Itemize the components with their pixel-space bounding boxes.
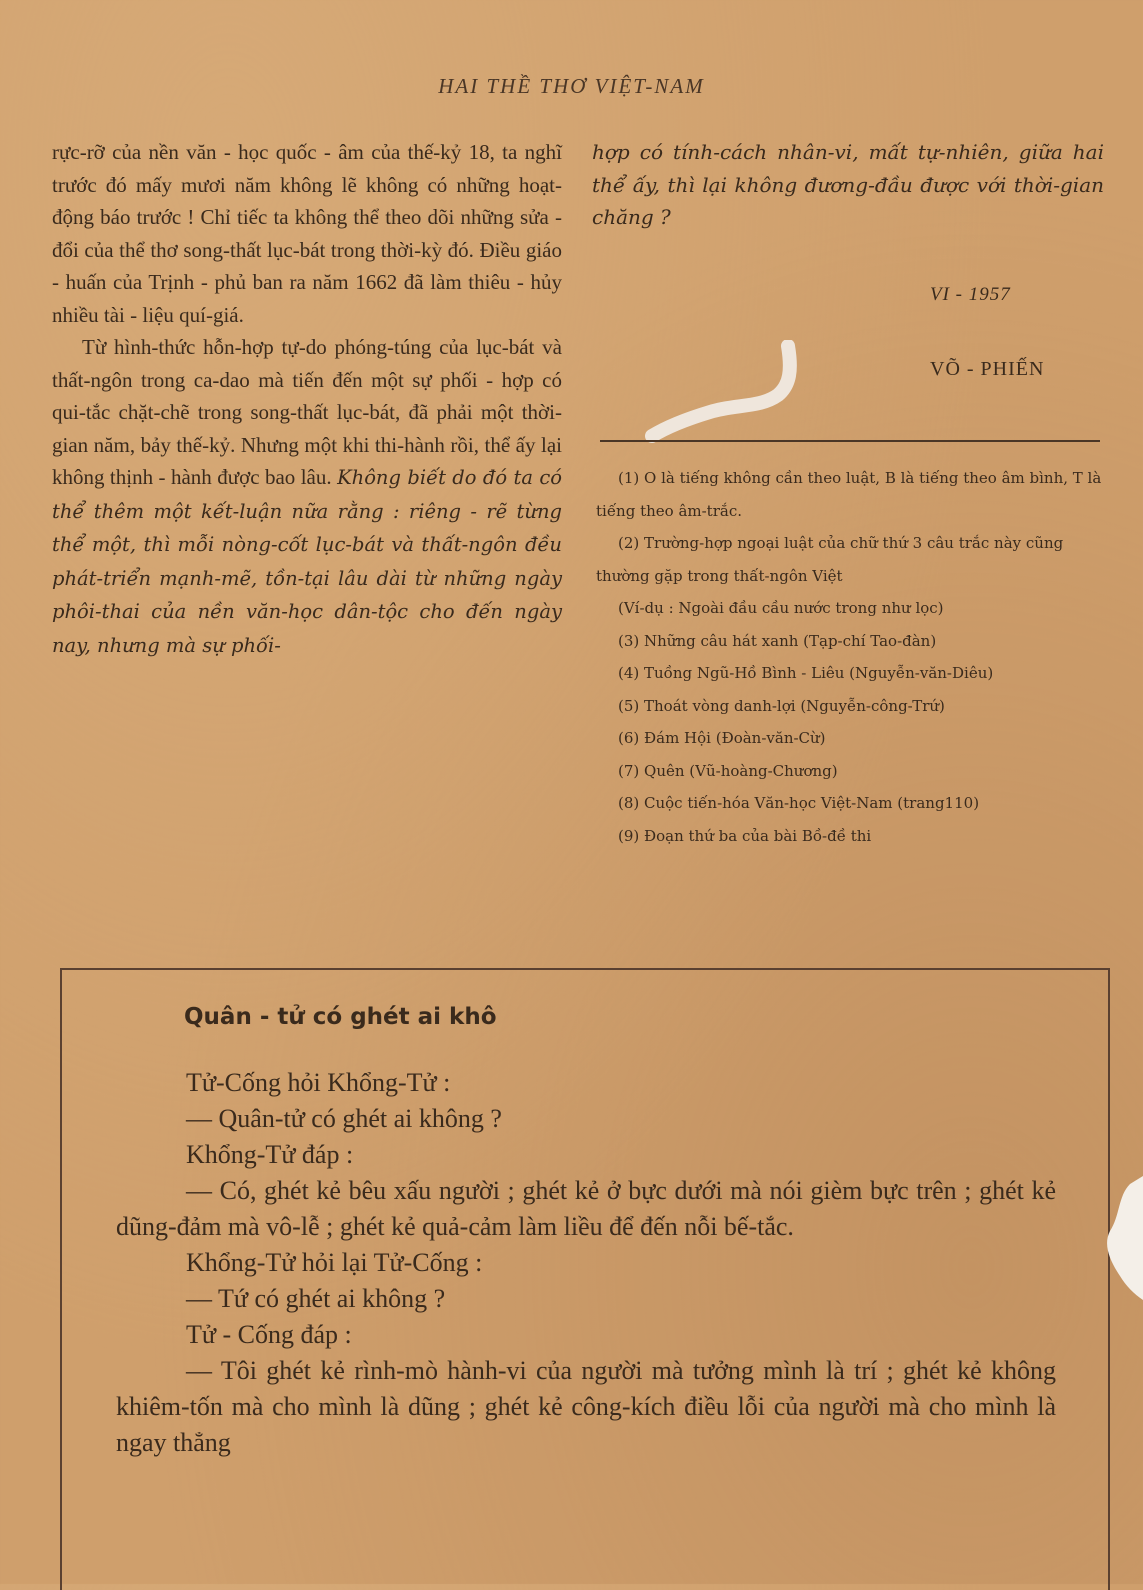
footnote-rule <box>600 440 1100 442</box>
box-title: Quân - tử có ghét ai khô <box>184 1004 497 1030</box>
paper-damage-mark <box>640 340 810 450</box>
author-signature: VÕ - PHIẾN <box>930 358 1045 380</box>
footnote-item: (5) Thoát vòng danh-lợi (Nguyễn-công-Trứ) <box>618 696 945 715</box>
dialogue-line: — Có, ghét kẻ bêu xấu người ; ghét kẻ ở bực dưới mà nói gièm bực trên ; ghét kẻ dũng-đảm mà vô-lễ ; ghét kẻ quả-cảm làm liều để đến nỗi bế-tắc. <box>116 1176 1056 1241</box>
dialogue-line: — Tứ có ghét ai không ? <box>186 1284 446 1313</box>
box-body <box>116 1065 1056 1461</box>
paragraph-2-plain: Từ hình-thức hỗn-hợp tự-do phóng-túng của lục-bát và thất-ngôn trong ca-dao mà tiến đến một sự phối - hợp có qui-tắc chặt-chẽ trong song-thất lục-bát, đã phải một thời-gian năm, bảy thế-kỷ. Nhưng một khi thi-hành rồi, thể ấy lại không thịnh - hành được bao lâu. <box>52 335 562 489</box>
right-column-continuation: hợp có tính-cách nhân-vi, mất tự-nhiên, giữa hai thể ấy, thì lại không đương-đầu được với thời-gian chăng ? <box>592 140 1104 229</box>
dialogue-line: Tử - Cống đáp : <box>186 1320 352 1349</box>
footnote-item: (7) Quên (Vũ-hoàng-Chương) <box>618 761 838 780</box>
footnote-item: (9) Đoạn thứ ba của bài Bồ-đề thi <box>618 826 872 845</box>
footnote-item: (2) Trường-hợp ngoại luật của chữ thứ 3 câu trắc này cũng thường gặp trong thất-ngôn Việt <box>596 534 1064 585</box>
page-tear-mark <box>1090 1176 1143 1300</box>
dialogue-line: — Quân-tử có ghét ai không ? <box>186 1104 502 1133</box>
dialogue-line: Tử-Cống hỏi Khổng-Tử : <box>186 1068 451 1097</box>
paragraph-1: rực-rỡ của nền văn - học quốc - âm của thế-kỷ 18, ta nghĩ trước đó mấy mươi năm không lẽ không có những hoạt-động báo trước ! Chỉ tiếc ta không thể theo dõi những sửa - đổi của thể thơ song-thất lục-bát trong thời-kỳ đó. Điều giáo - huấn của Trịnh - phủ ban ra năm 1662 đã làm thiêu - hủy nhiều tài - liệu quí-giá. <box>52 140 562 327</box>
dialogue-line: Khổng-Tử hỏi lại Tử-Cống : <box>186 1248 483 1277</box>
dialogue-line: Khổng-Tử đáp : <box>186 1140 354 1169</box>
left-column <box>52 136 562 662</box>
footnote-item: (8) Cuộc tiến-hóa Văn-học Việt-Nam (trang110) <box>618 794 980 812</box>
dialogue-line: — Tôi ghét kẻ rình-mò hành-vi của người mà tưởng mình là trí ; ghét kẻ không khiêm-tốn mà cho mình là dũng ; ghét kẻ công-kích điều lỗi của người mà cho mình là ngay thẳng <box>116 1356 1056 1457</box>
running-head: HAI THỀ THƠ VIỆT-NAM <box>438 74 705 98</box>
footnote-item: (6) Đám Hội (Đoàn-văn-Cừ) <box>618 729 826 747</box>
footnotes <box>596 462 1106 852</box>
footnote-item: (3) Những câu hát xanh (Tạp-chí Tao-đàn) <box>618 631 937 650</box>
dateline: VI - 1957 <box>930 284 1011 305</box>
footnote-item: (4) Tuồng Ngũ-Hồ Bình - Liêu (Nguyễn-văn-Diêu) <box>618 664 994 682</box>
paragraph-2-italic: Không biết do đó ta có thể thêm một kết-luận nữa rằng : riêng - rẽ từng thể một, thì mỗi nòng-cốt lục-bát và thất-ngôn đều phát-triển mạnh-mẽ, tồn-tại lâu dài từ những ngày phôi-thai của nền văn-học dân-tộc cho đến ngày nay, nhưng mà sự phối- <box>52 466 562 657</box>
footnote-item: (Ví-dụ : Ngoài đầu cầu nước trong như lọc) <box>618 599 944 617</box>
paragraph-2 <box>52 331 562 662</box>
footnote-item: (1) O là tiếng không cần theo luật, B là tiếng theo âm bình, T là tiếng theo âm-trắc. <box>596 469 1102 520</box>
